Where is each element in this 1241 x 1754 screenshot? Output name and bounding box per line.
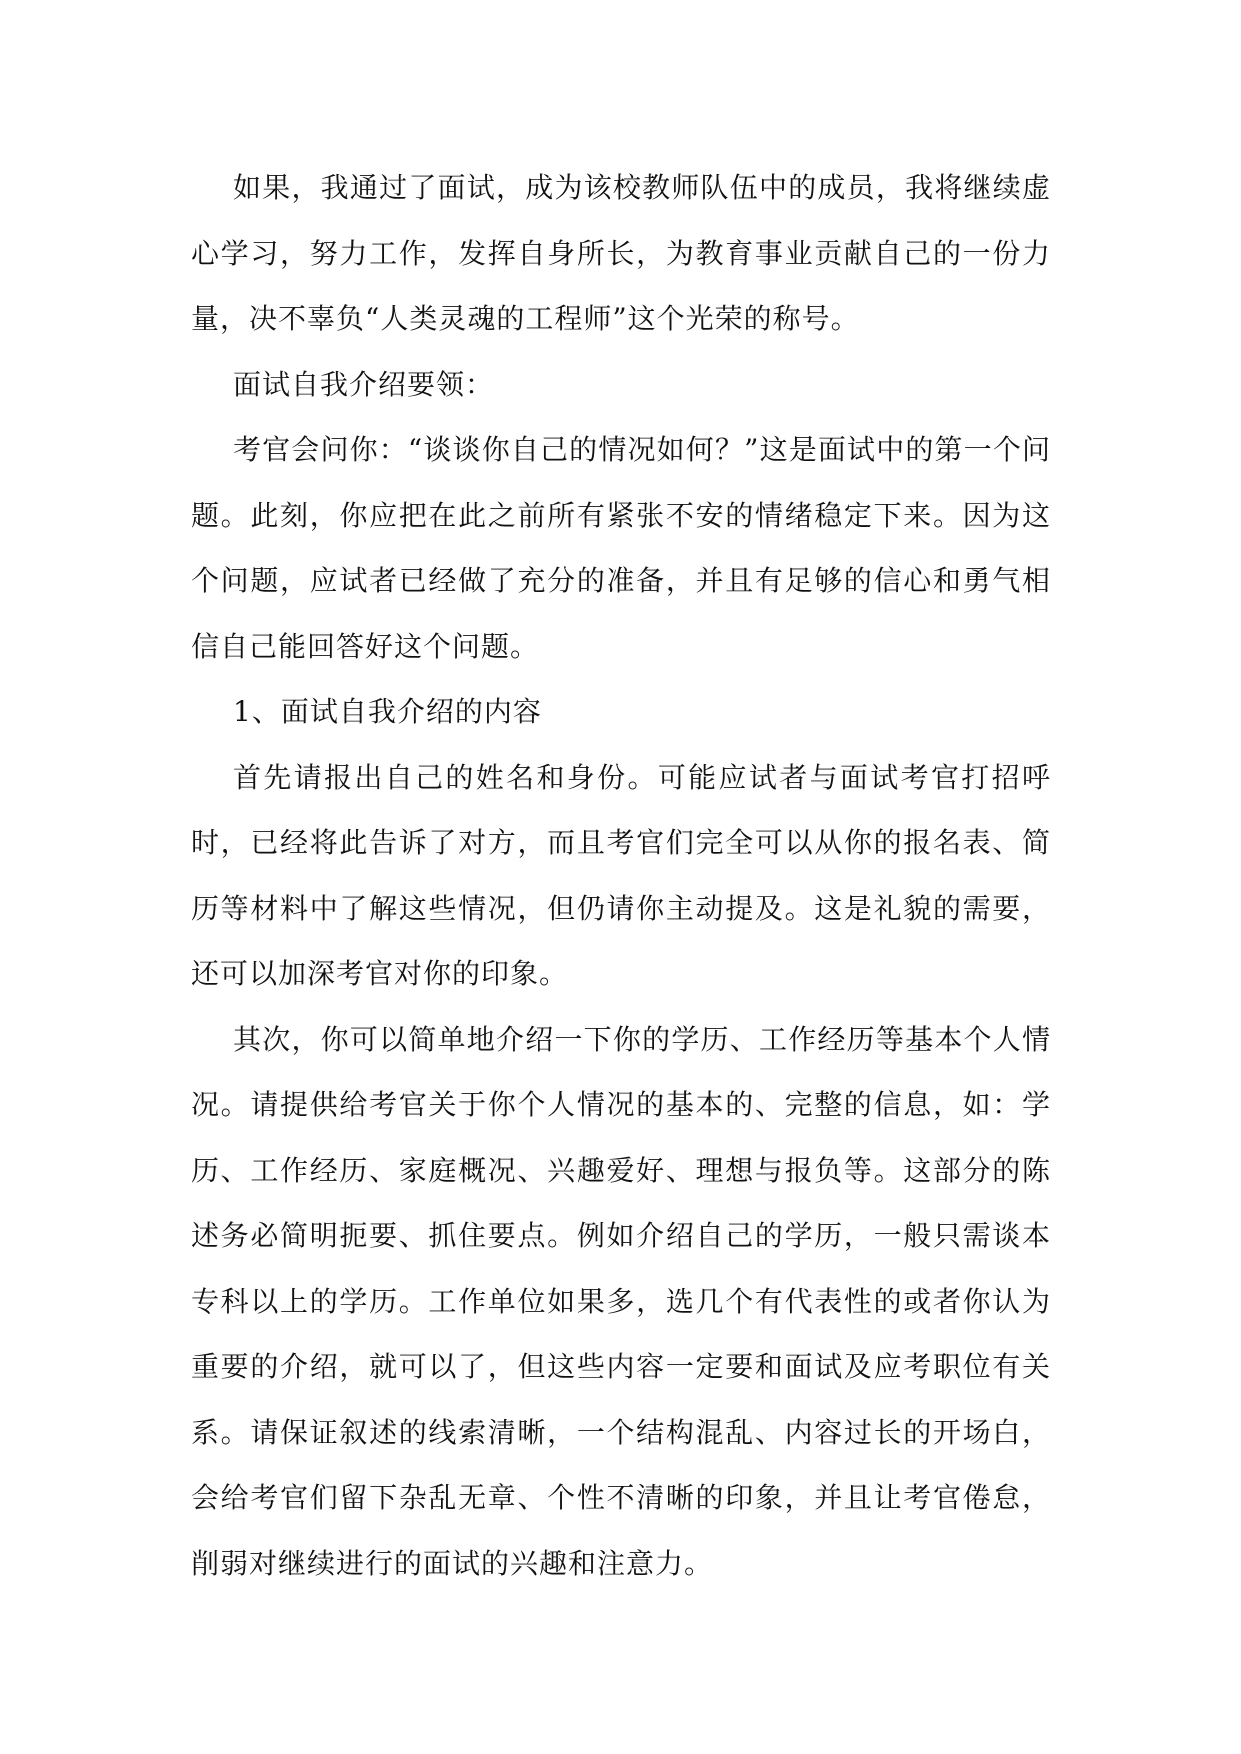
paragraph-heading-content: 1、面试自我介绍的内容 [233, 695, 542, 728]
paragraph-conclusion: 如果，我通过了面试，成为该校教师队伍中的成员，我将继续虚心学习，努力工作，发挥自身所长，为教育事业贡献自己的一份力量，决不辜负“人类灵魂的工程师”这个光荣的称号。 [191, 171, 1051, 335]
document-body [191, 155, 1051, 1596]
paragraph-background: 其次，你可以简单地介绍一下你的学历、工作经历等基本个人情况。请提供给考官关于你个人情况的基本的、完整的信息，如：学历、工作经历、家庭概况、兴趣爱好、理想与报负等。这部分的陈述务必简明扼要、抓住要点。例如介绍自己的学历，一般只需谈本专科以上的学历。工作单位如果多，选几个有代表性的或者你认为重要的介绍，就可以了，但这些内容一定要和面试及应考职位有关系。请保证叙述的线索清晰，一个结构混乱、内容过长的开场白，会给考官们留下杂乱无章、个性不清晰的印象，并且让考官倦怠，削弱对继续进行的面试的兴趣和注意力。 [191, 1022, 1051, 1580]
paragraph-heading-essentials: 面试自我介绍要领： [233, 367, 495, 401]
paragraph-name-identity: 首先请报出自己的姓名和身份。可能应试者与面试考官打招呼时，已经将此告诉了对方，而且考官们完全可以从你的报名表、简历等材料中了解这些情况，但仍请你主动提及。这是礼貌的需要，还可以加深考官对你的印象。 [191, 760, 1051, 990]
paragraph-first-question: 考官会问你：“谈谈你自己的情况如何？”这是面试中的第一个问题。此刻，你应把在此之前所有紧张不安的情绪稳定下来。因为这个问题，应试者已经做了充分的准备，并且有足够的信心和勇气相信自己能回答好这个问题。 [191, 433, 1051, 663]
